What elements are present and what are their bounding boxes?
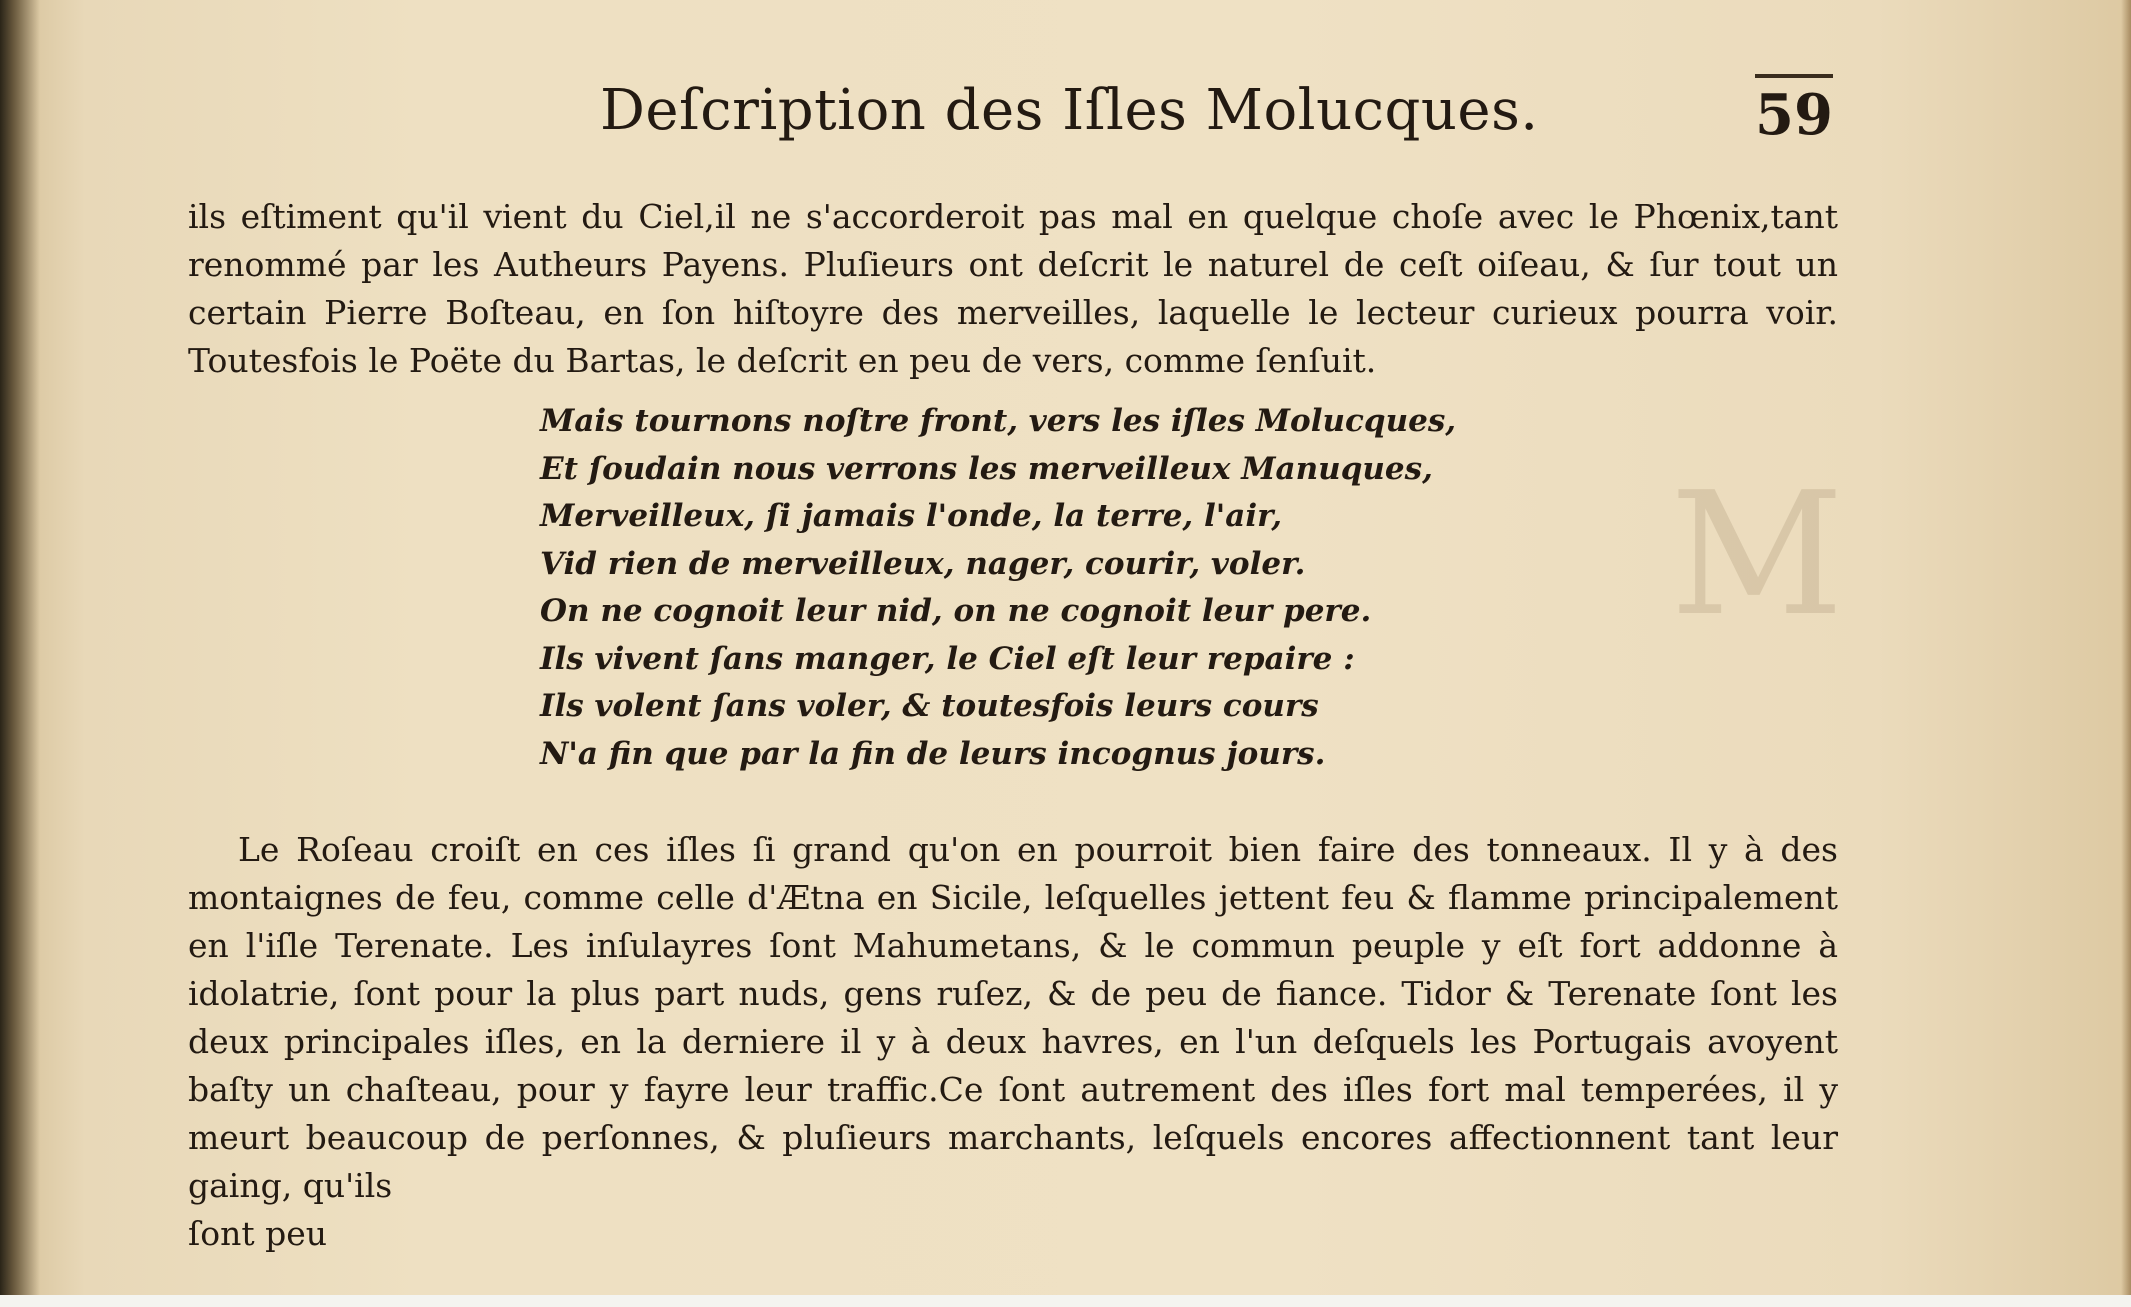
verse-block bbox=[540, 398, 1590, 778]
verse-line: Merveilleux, ſi jamais l'onde, la terre, l'air, bbox=[540, 498, 1283, 534]
catchword: ſont peu bbox=[188, 1214, 327, 1253]
binding-shadow bbox=[0, 0, 40, 1307]
page-bottom-edge bbox=[0, 1295, 2131, 1307]
running-title: Deſcription des Iſles Molucques. bbox=[600, 78, 1539, 143]
verse-line: Ils vivent ſans manger, le Ciel eſt leur repaire : bbox=[540, 640, 1355, 677]
verse-line: Et ſoudain nous verrons les merveilleux Manuques, bbox=[540, 450, 1433, 487]
paragraph-2-text: Le Roſeau croiſt en ces iſles ſi grand qu'on en pourroit bien faire des tonneaux. Il y à des montaignes de feu, comme celle d'Ætna en Sicile, leſquelles jettent feu & flamme principalement en l'iſle Terenate. Les inſulayres ſont Mahumetans, & le commun peuple y eſt fort addonne à idolatrie, ſont pour la plus part nuds, gens ruſez, & de peu de fiance. Tidor & Terenate ſont les deux principales iſles, en la derniere il y à deux havres, en l'un deſquels les Portugais avoyent baſty un chaſteau, pour y fayre leur traffic.Ce ſont autrement des iſles fort mal temperées, il y meurt beaucoup de perſonnes, & pluſieurs marchants, leſquels encores affectionnent tant leur gaing, qu'ils bbox=[188, 830, 1838, 1205]
show-through-initial: M bbox=[1670, 456, 1845, 654]
page-header bbox=[0, 78, 2131, 158]
paragraph-2 bbox=[188, 826, 1838, 1258]
verse-line: Ils volent ſans voler, & toutesfois leurs cours bbox=[540, 688, 1319, 724]
verse-line: Vid rien de merveilleux, nager, courir, voler. bbox=[540, 545, 1306, 582]
verse-line: Mais tournons noſtre front, vers les iſles Molucques, bbox=[540, 403, 1457, 439]
paragraph-1: ils eſtiment qu'il vient du Ciel,il ne s'accorderoit pas mal en quelque choſe avec le Phœnix,tant renommé par les Autheurs Payens. Pluſieurs ont deſcrit le naturel de ceſt oiſeau, & ſur tout un certain Pierre Boſteau, en ſon hiſtoyre des merveilles, laquelle le lecteur curieux pourra voir. Toutesfois le Poëte du Bartas, le deſcrit en peu de vers, comme ſenſuit. bbox=[188, 197, 1838, 380]
page-edge bbox=[2121, 0, 2131, 1307]
page-number: 59 bbox=[1755, 82, 1833, 148]
verse-line: On ne cognoit leur nid, on ne cognoit leur pere. bbox=[540, 593, 1372, 629]
verse-line: N'a fin que par la fin de leurs incognus jours. bbox=[540, 735, 1326, 772]
